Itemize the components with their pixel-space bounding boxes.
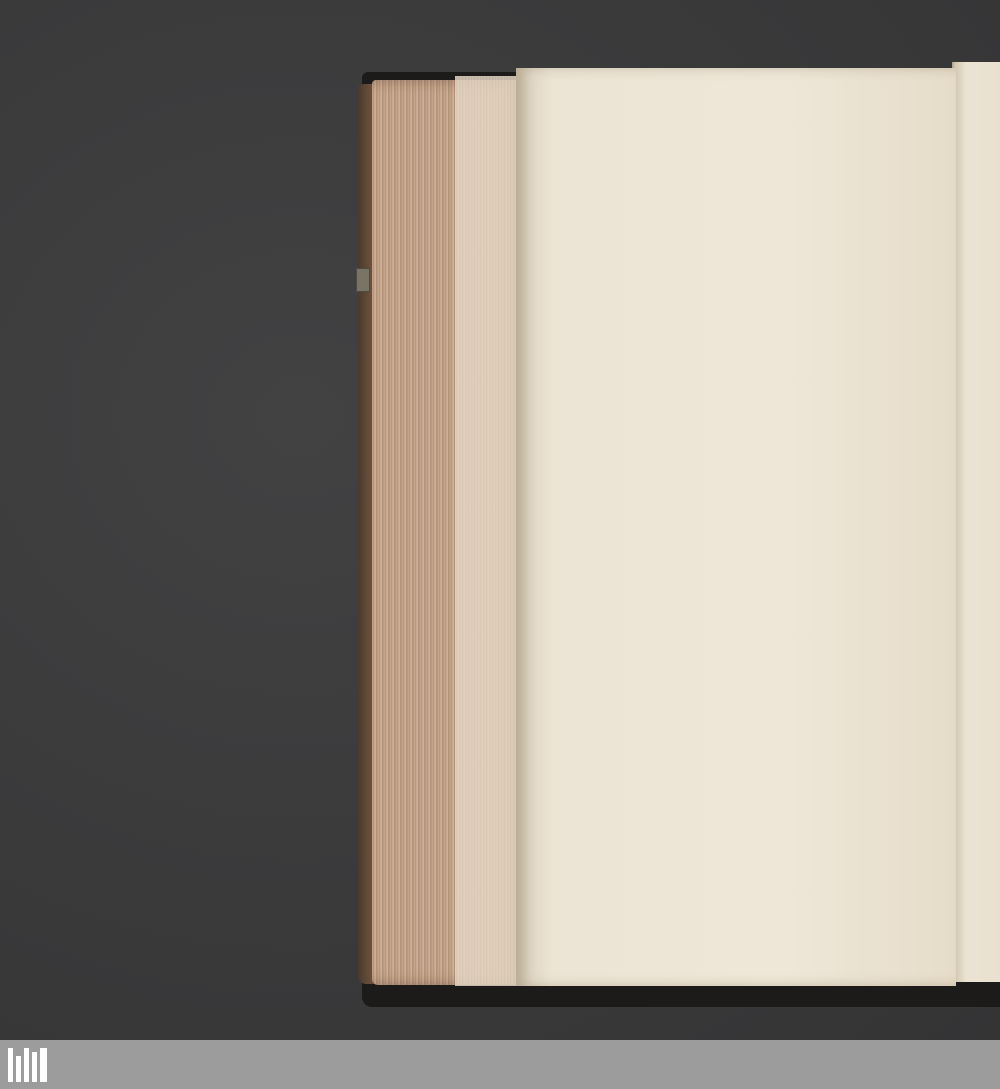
facing-page bbox=[952, 62, 1000, 982]
library-logo-icon bbox=[8, 1048, 50, 1082]
clasp-upper bbox=[356, 268, 370, 292]
page-text bbox=[576, 103, 952, 123]
page-edges-inner bbox=[455, 76, 521, 986]
library-footer bbox=[0, 1040, 1000, 1089]
book-page bbox=[516, 68, 956, 986]
